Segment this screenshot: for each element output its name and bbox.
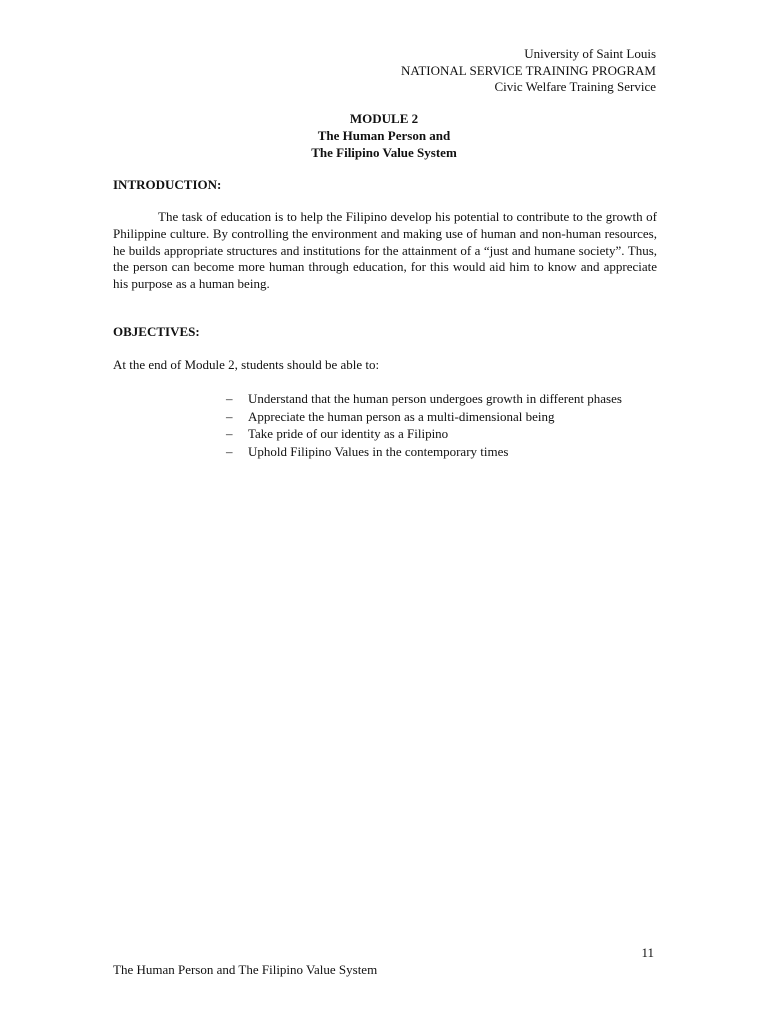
objective-text: Uphold Filipino Values in the contemporary times xyxy=(248,443,509,459)
dash-bullet: – xyxy=(226,443,233,459)
objective-text: Take pride of our identity as a Filipino xyxy=(248,426,449,441)
dash-bullet: – xyxy=(226,391,233,406)
list-item xyxy=(226,390,622,408)
objective-text: Appreciate the human person as a multi-dimensional being xyxy=(248,408,555,424)
page-footer: The Human Person and The Filipino Value System xyxy=(113,962,378,977)
introduction-heading: INTRODUCTION: xyxy=(113,177,222,192)
objective-text: Understand that the human person undergoes growth in different phases xyxy=(248,391,622,406)
module-title-line-2: The Filipino Value System xyxy=(311,145,457,160)
introduction-body: The task of education is to help the Filipino develop his potential to contribute to the growth of Philippine culture. By controlling the environment and making use of human and non-human resources, he builds appropriate structures and institutions for the attainment of a “just and humane society”. Thus, the person can become more human through education, for this would aid him to know and appreciate his purpose as a human being. xyxy=(113,209,657,292)
module-title xyxy=(0,110,768,161)
objectives-lead: At the end of Module 2, students should be able to: xyxy=(113,357,380,372)
list-item xyxy=(226,443,622,461)
list-item xyxy=(226,408,622,426)
document-header xyxy=(401,46,656,96)
module-title-line-1: The Human Person and xyxy=(317,128,451,143)
dash-bullet: – xyxy=(226,426,233,441)
objectives-heading: OBJECTIVES: xyxy=(113,324,200,339)
program-name: NATIONAL SERVICE TRAINING PROGRAM xyxy=(401,62,656,78)
service-name: Civic Welfare Training Service xyxy=(494,79,656,94)
list-item xyxy=(226,425,622,443)
objectives-list xyxy=(226,390,622,460)
dash-bullet: – xyxy=(226,408,233,424)
university-name: University of Saint Louis xyxy=(524,46,656,61)
page-number: 11 xyxy=(641,945,654,960)
module-number: MODULE 2 xyxy=(349,111,419,126)
introduction-paragraph xyxy=(113,209,657,293)
